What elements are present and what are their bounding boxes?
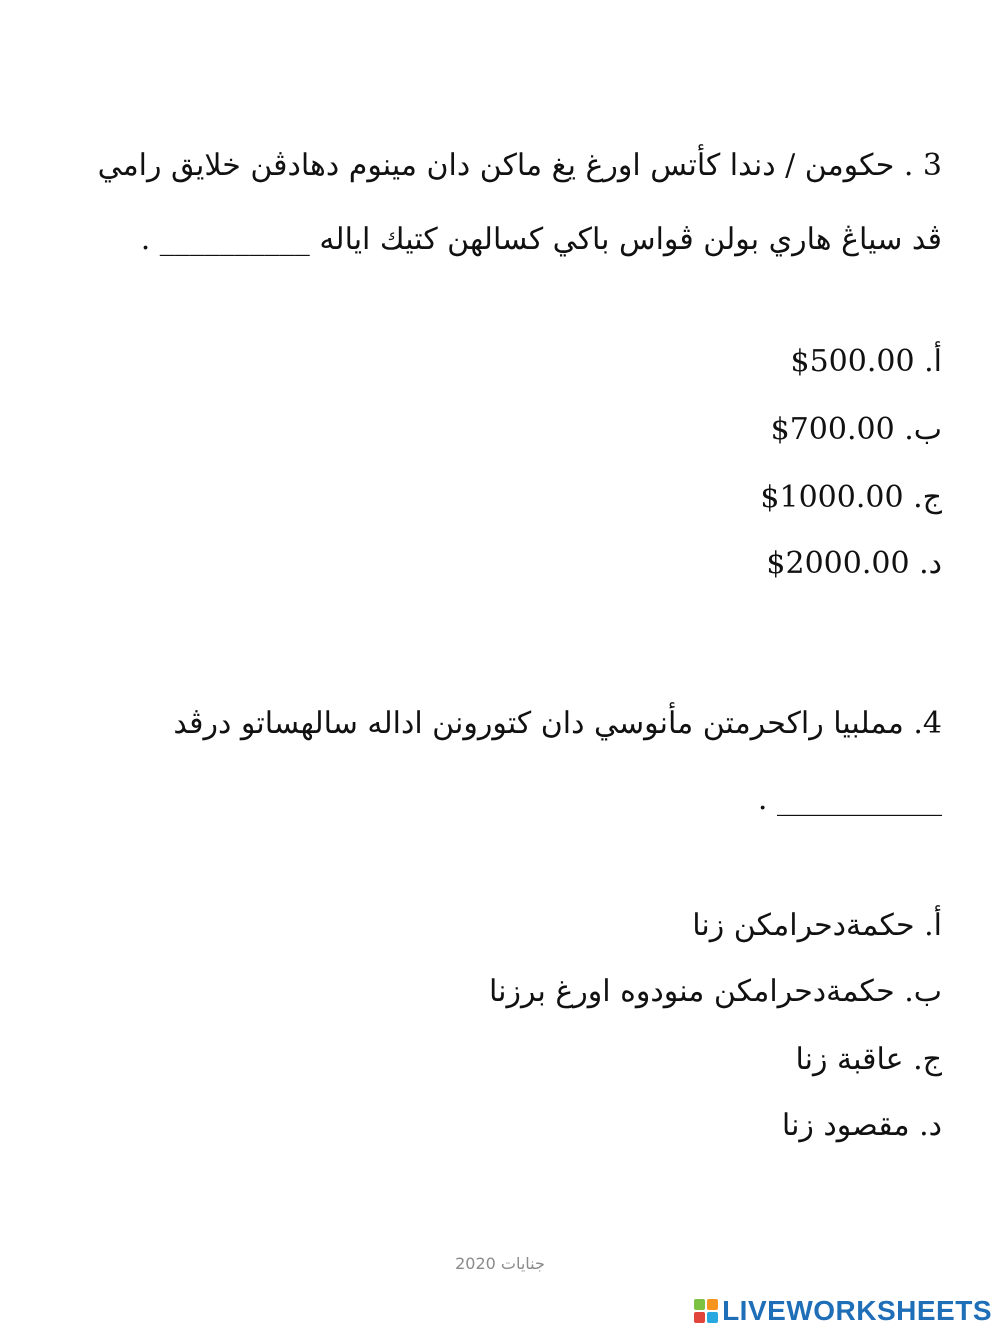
question-4-option-d[interactable]: د. مقصود زنا [781, 1108, 942, 1143]
liveworksheets-brand[interactable] [694, 1294, 992, 1328]
question-3-option-a[interactable]: أ. 500.00$ [790, 344, 942, 379]
question-4-line-2: ___________ . [757, 782, 942, 817]
question-4-option-b[interactable]: ب. حكمةدحرامكن منودوه اورغ برزنا [488, 974, 942, 1009]
question-4-option-a[interactable]: أ. حكمةدحرامكن زنا [692, 908, 942, 943]
question-3-option-d[interactable]: د. 2000.00$ [766, 546, 942, 581]
question-3-line-2: ڤد سياڠ هاري بولن ڤواس باكي كسالهن كتيك اياله __________ . [140, 222, 942, 257]
liveworksheets-brand-text: LIVEWORKSHEETS [722, 1295, 992, 1326]
question-3-line-1: 3 . حكومن / دندا كأتس اورغ يغ ماكن دان مينوم دهادڤن خلايق رامي [97, 148, 942, 183]
question-4-line-1: 4. مملبيا راكحرمتن مأنوسي دان كتورونن اداله سالهساتو درڤد [173, 706, 942, 741]
question-3-option-c[interactable]: ج. 1000.00$ [760, 480, 942, 515]
liveworksheets-logo-icon [694, 1299, 718, 1323]
question-4-option-c[interactable]: ج. عاقبة زنا [795, 1042, 942, 1077]
question-3-option-b[interactable]: ب. 700.00$ [770, 412, 942, 447]
footer-year-label: جنايات 2020 [455, 1254, 545, 1273]
